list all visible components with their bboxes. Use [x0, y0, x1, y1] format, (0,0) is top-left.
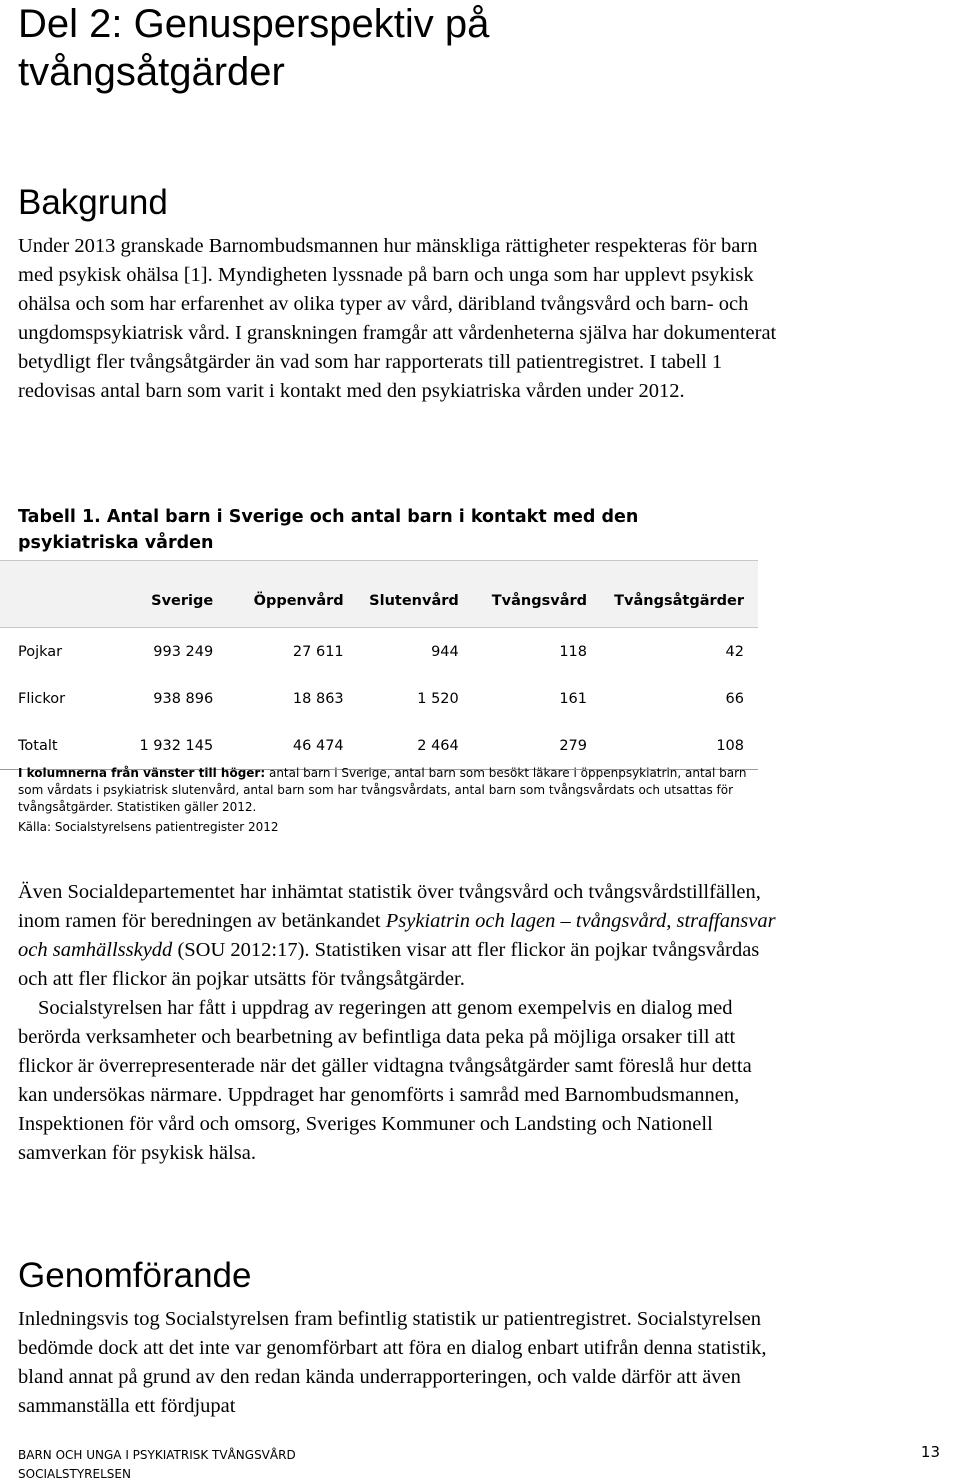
table-note-text: antal barn i Sverige, antal barn som besökt läkare i öppenpsykiatrin, antal barn som vårdats i psykiatrisk slutenvård, antal barn som har tvångsvårdats, antal barn som tvångsvårdats och utsattas för tvångsåtgärder. Statistiken gäller 2012.: [18, 766, 747, 814]
paragraph-uppdrag: Socialstyrelsen har fått i uppdrag av regeringen att genom exempelvis en dialog med berörda verksamheter och bearbetning av befintliga data peka på möjliga orsaker till att flickor är överrepresenterade när det gäller vidtagna tvångsåtgärder samt föreslå hur detta kan undersökas närmare. Uppdraget har genomförts i samråd med Barnombudsmannen, Inspektionen för vård och omsorg, Sveriges Kommuner och Landsting och Nationell samverkan för psykisk hälsa.: [18, 997, 752, 1164]
table-cell: 42: [725, 643, 744, 660]
table-cell: 944: [431, 643, 459, 660]
page-title-line2: tvångsåtgärder: [18, 50, 285, 94]
table-header-cell: [0, 561, 122, 628]
table-row: [0, 675, 758, 722]
page-number: 13: [920, 1443, 940, 1461]
paragraph-bakgrund: Under 2013 granskade Barnombudsmannen hur mänskliga rättigheter respekteras för barn med psykisk ohälsa [1]. Myndigheten lyssnade på barn och unga som har upplevt psykisk ohälsa och som har erfarenhet av olika typer av vård, däribland tvångsvård och barn- och ungdomspsykiatrisk vård. I granskningen framgår att vårdenheterna själva har dokumenterat betydligt fler tvångsåtgärder än vad som har rapporterats till patientregistret. I tabell 1 redovisas antal barn som varit i kontakt med den psykiatriska vården under 2012.: [18, 235, 777, 402]
table-header-cell: Öppenvård: [213, 561, 343, 628]
table-header-cell: Tvångsåtgärder: [587, 561, 758, 628]
table-row: [0, 722, 758, 770]
heading-genomforande: Genomförande: [18, 1256, 252, 1295]
table-cell: 161: [559, 690, 588, 707]
table-header-cell: Tvångsvård: [459, 561, 587, 628]
table-header-cell: Sverige: [122, 561, 214, 628]
table-source: Källa: Socialstyrelsens patientregister 2012: [18, 820, 279, 834]
table-header-cell: Slutenvård: [344, 561, 459, 628]
footer-report-title: BARN OCH UNGA I PSYKIATRISK TVÅNGSVÅRD: [18, 1448, 296, 1462]
table-header-row: [0, 561, 758, 628]
table-note-bold: I kolumnerna från vänster till höger:: [18, 766, 266, 780]
page-title: [18, 0, 918, 96]
table-note: [18, 765, 763, 816]
table-cell: 118: [559, 643, 588, 660]
heading-bakgrund: Bakgrund: [18, 183, 168, 222]
table-cell: 108: [587, 722, 758, 770]
table-cell: 938 896: [153, 690, 214, 707]
table-cell: Totalt: [0, 722, 122, 770]
table-row: [0, 628, 758, 676]
report-title-italic: Psykiatrin och lagen – tvångsvård, straffansvar och samhällsskydd: [18, 910, 776, 961]
page-title-line1: Del 2: Genusperspektiv på: [18, 2, 490, 46]
statistics-table: [0, 560, 760, 770]
table-cell: 1 932 145: [122, 722, 214, 770]
table-cell: 66: [725, 690, 744, 707]
table-caption: Tabell 1. Antal barn i Sverige och antal barn i kontakt med den psykiatriska vården: [18, 507, 639, 553]
table-cell: 46 474: [213, 722, 343, 770]
table-cell: Pojkar: [18, 643, 63, 660]
footer: [18, 1446, 296, 1484]
table-cell: 27 611: [292, 643, 344, 660]
paragraph-socialdepartementet: Även Socialdepartementet har inhämtat statistik över tvångsvård och tvångsvårdstillfällen, inom ramen för beredningen av betänkandet Psykiatrin och lagen – tvångsvård, straffansvar och samhällsskydd (SOU 2012:17). Statistiken visar att fler flickor än pojkar tvångsvårdas och att fler flickor än pojkar utsätts för tvångsåtgärder. Socialstyrelsen har fått i uppdrag av regeringen att genom exempelvis en dialog med berörda verksamheter och bearbetning av befintliga data peka på möjliga orsaker till att flickor är överrepresenterade när det gäller vidtagna tvångsåtgärder samt föreslå hur detta kan undersökas närmare. Uppdraget har genomförts i samråd med Barnombudsmannen, Inspektionen för vård och omsorg, Sveriges Kommuner och Landsting och Nationell samverkan för psykisk hälsa.: [18, 878, 778, 1168]
table-cell: Flickor: [18, 690, 66, 707]
table-cell: 993 249: [153, 643, 214, 660]
table-cell: 18 863: [292, 690, 344, 707]
table-cell: 2 464: [344, 722, 459, 770]
table-cell: 1 520: [417, 690, 459, 707]
footer-publisher: SOCIALSTYRELSEN: [18, 1467, 131, 1481]
table-cell: 279: [459, 722, 587, 770]
paragraph-genomforande: Inledningsvis tog Socialstyrelsen fram befintlig statistik ur patientregistret. Socialstyrelsen bedömde dock att det inte var genomförbart att föra en dialog enbart utifrån denna statistik, bland annat på grund av den redan kända underrapporteringen, och valde därför att även sammanställa ett fördjupat: [18, 1308, 767, 1417]
